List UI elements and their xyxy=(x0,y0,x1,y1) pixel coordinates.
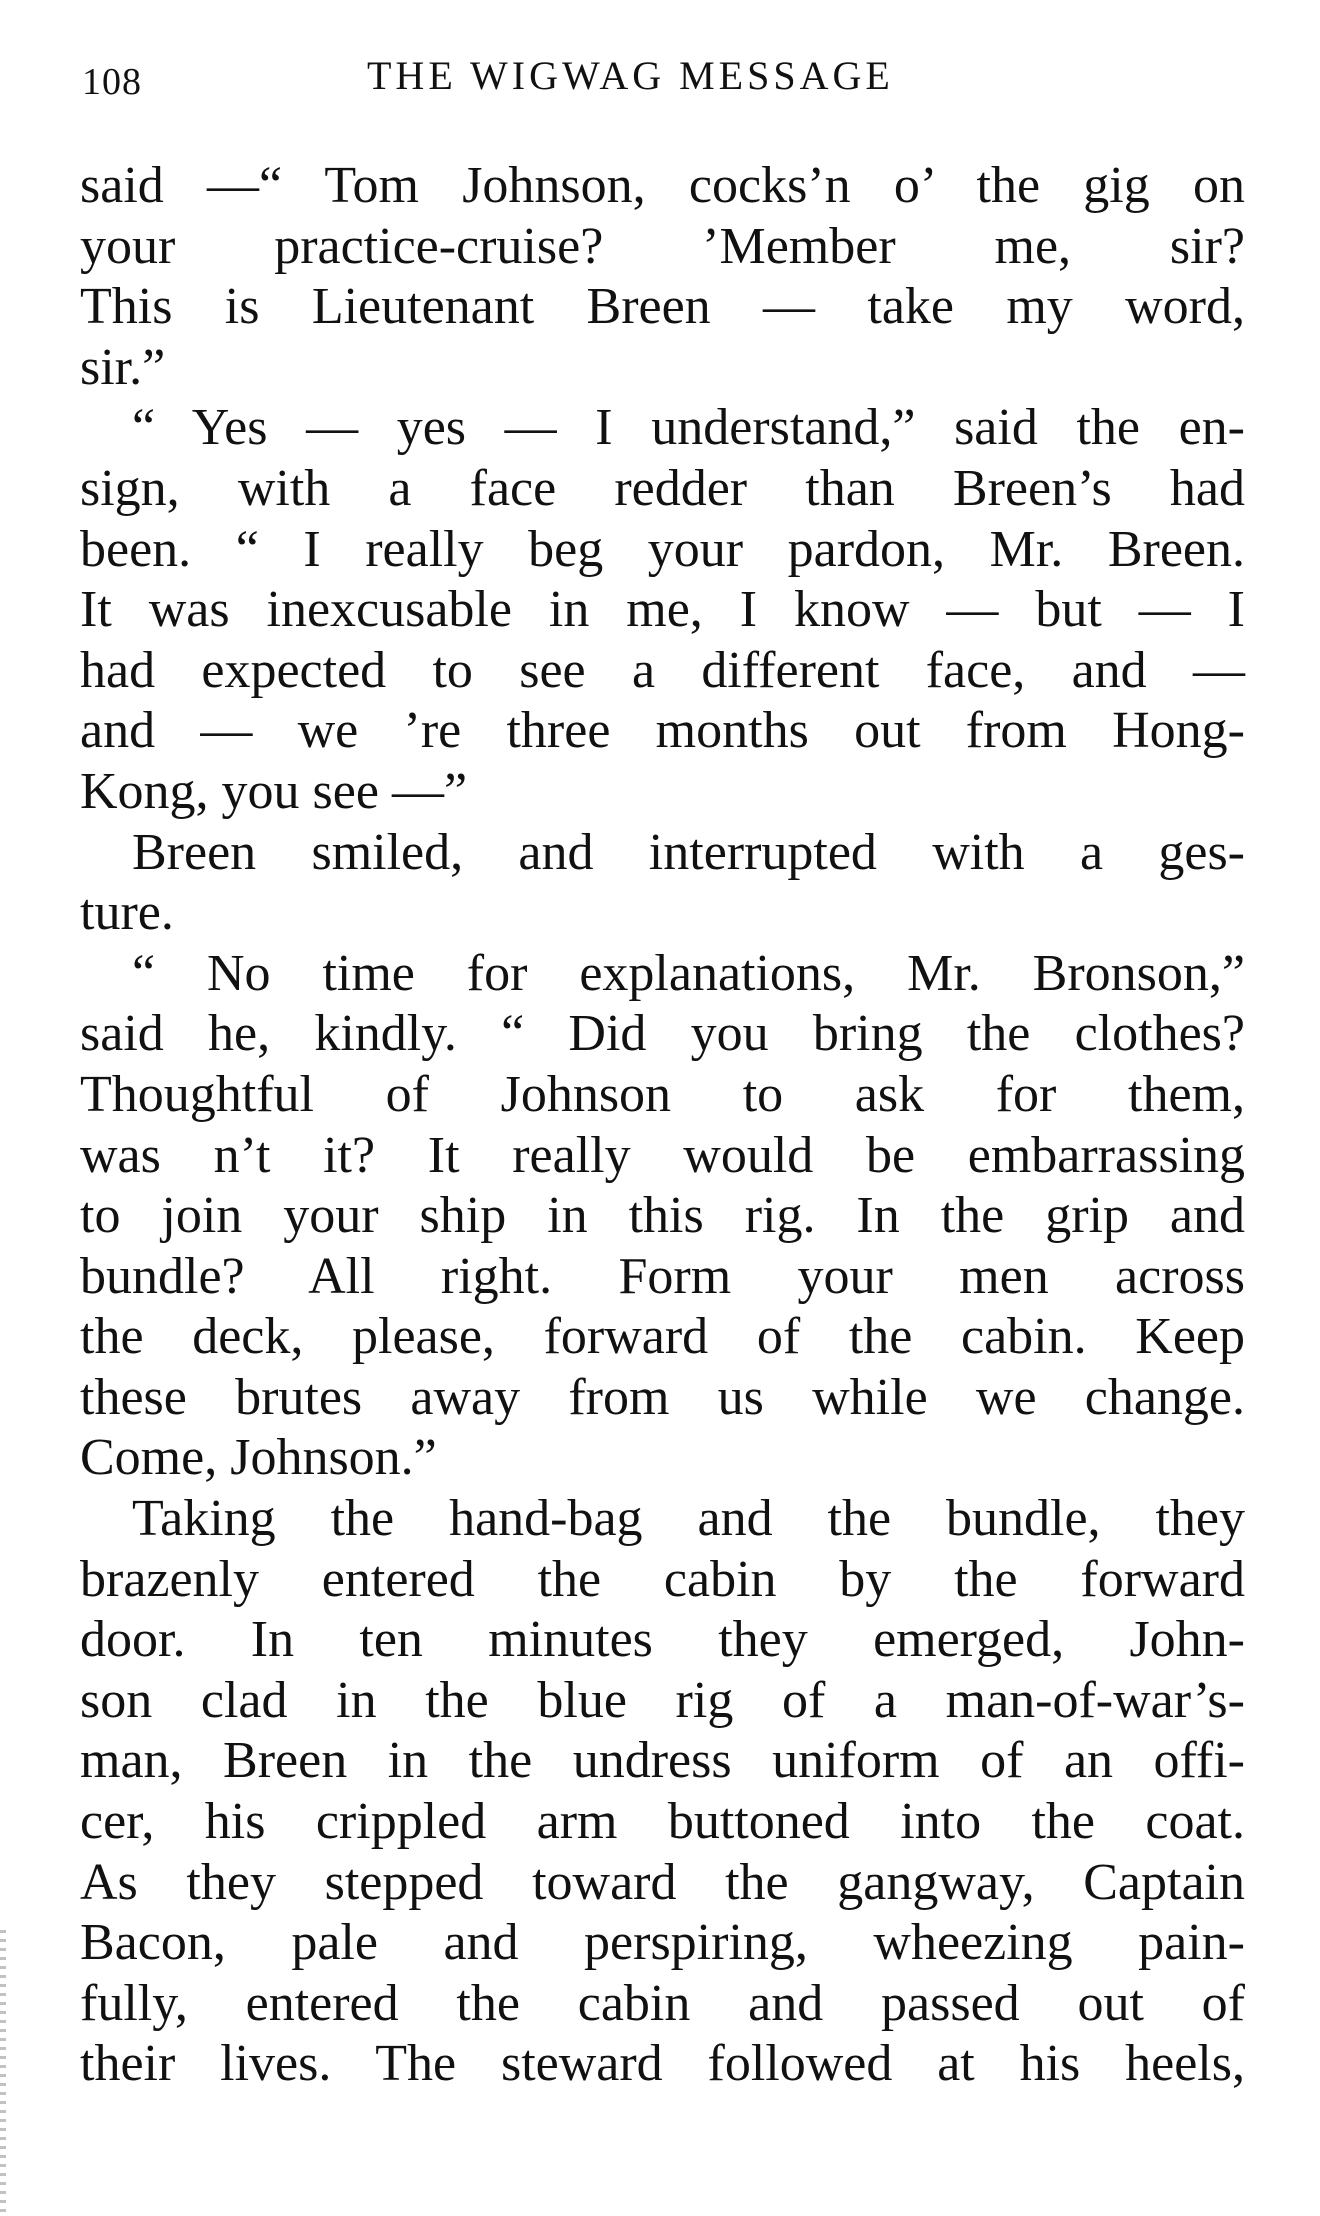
text-line: son clad in the blue rig of a man-of-war’s- xyxy=(80,1671,1245,1729)
text-line: ture. xyxy=(80,884,174,942)
text-line: Bacon, pale and perspiring, wheezing pain- xyxy=(80,1914,1245,1972)
text-line: Thoughtful of Johnson to ask for them, xyxy=(80,1065,1245,1123)
text-line: and — we ’re three months out from Hong- xyxy=(80,702,1245,760)
text-line: your practice-cruise? ’Member me, sir? xyxy=(80,217,1245,275)
text-line: to join your ship in this rig. In the grip and xyxy=(80,1187,1245,1245)
text-line: door. In ten minutes they emerged, John- xyxy=(80,1611,1245,1669)
text-line: said —“ Tom Johnson, cocks’n o’ the gig on xyxy=(80,157,1245,214)
text-line: It was inexcusable in me, I know — but — I xyxy=(80,581,1245,639)
text-line: cer, his crippled arm buttoned into the coat. xyxy=(80,1793,1245,1851)
text-line: This is Lieutenant Breen — take my word, xyxy=(80,278,1245,336)
page-number: 108 xyxy=(82,61,142,103)
body-text xyxy=(80,156,1245,2095)
text-line: the deck, please, forward of the cabin. Keep xyxy=(80,1308,1245,1366)
text-line: had expected to see a different face, and — xyxy=(80,641,1245,699)
text-line: “ No time for explanations, Mr. Bronson,” xyxy=(132,944,1245,1002)
text-line: their lives. The steward followed at his heels, xyxy=(80,2035,1245,2093)
running-head xyxy=(82,48,1242,118)
text-line: brazenly entered the cabin by the forward xyxy=(80,1550,1245,1608)
text-line: been. “ I really beg your pardon, Mr. Breen. xyxy=(80,520,1245,578)
text-line: Kong, you see —” xyxy=(80,762,468,820)
text-line: “ Yes — yes — I understand,” said the en- xyxy=(132,399,1245,457)
text-line: sir.” xyxy=(80,338,166,396)
text-line: bundle? All right. Form your men across xyxy=(80,1247,1245,1305)
text-line: these brutes away from us while we change. xyxy=(80,1368,1245,1426)
text-line: said he, kindly. “ Did you bring the clothes? xyxy=(80,1005,1245,1063)
text-line: As they stepped toward the gangway, Captain xyxy=(80,1853,1245,1911)
text-line: Come, Johnson.” xyxy=(80,1429,437,1487)
scan-edge-mark xyxy=(0,1930,6,2216)
text-line: fully, entered the cabin and passed out of xyxy=(80,1974,1245,2032)
text-line: man, Breen in the undress uniform of an offi- xyxy=(80,1732,1245,1790)
running-title: THE WIGWAG MESSAGE xyxy=(367,53,894,98)
text-line: Breen smiled, and interrupted with a ges- xyxy=(132,823,1245,881)
text-line: sign, with a face redder than Breen’s had xyxy=(80,459,1245,517)
text-line: was n’t it? It really would be embarrassing xyxy=(80,1126,1245,1184)
text-line: Taking the hand-bag and the bundle, they xyxy=(132,1490,1245,1548)
